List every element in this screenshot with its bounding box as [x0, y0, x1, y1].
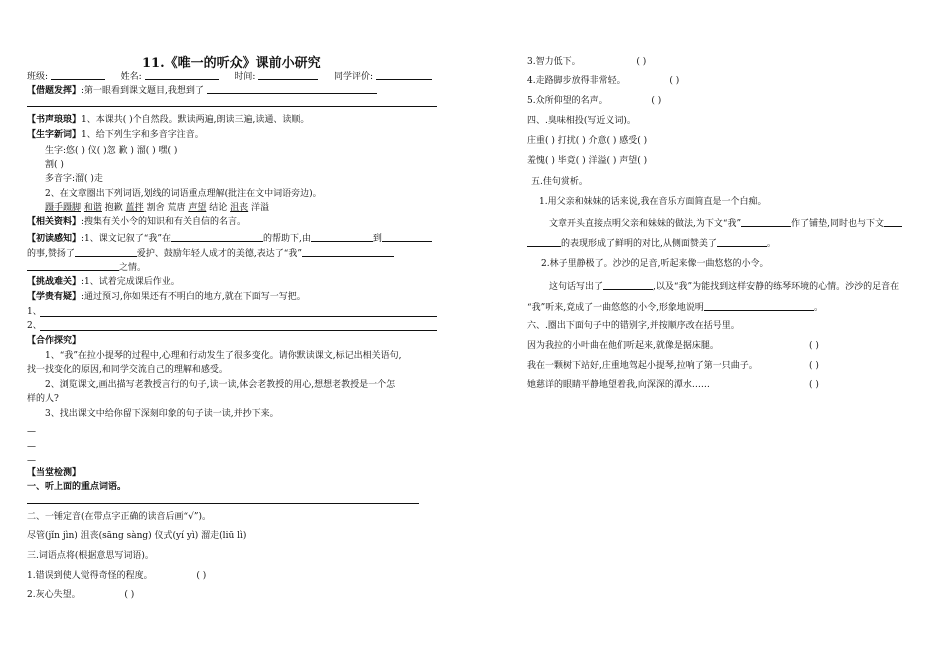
section-text: :第一眼看到课文题目,我想到了	[81, 86, 204, 96]
question-text: 1.错误到使人觉得奇怪的程度。	[27, 571, 153, 581]
pinyin-items: 尽管(jǐn jìn) 沮丧(sāng sàng) 仪式(yí yì) 溜走(liū lì)	[27, 531, 247, 541]
question-text: 2.灰心失望。	[27, 590, 81, 600]
blank-field[interactable]	[603, 279, 653, 290]
blank-field[interactable]	[171, 231, 263, 242]
name-label: 姓名:	[120, 72, 142, 82]
analysis-1a	[549, 216, 902, 230]
tifa-field[interactable]	[207, 83, 377, 94]
analysis-2a	[549, 279, 899, 293]
hezuo-2a: 2、浏览课文,画出描写老教授言行的句子,读一读,体会老教授的用心,想想老教授是一个怎	[45, 380, 396, 390]
section-text: 爱护、鼓励年轻人成才的美德,表达了“我”	[136, 249, 302, 259]
hezuo-3: 3、找出课文中给你留下深刻印象的句子读一读,并抄下来。	[45, 409, 279, 419]
chudu-line-3	[27, 260, 146, 274]
vocab-word: 割舍	[146, 203, 165, 213]
section-hezuo	[27, 335, 81, 347]
blank-field[interactable]	[717, 236, 767, 247]
section-five: 五.佳句赏析。	[531, 177, 588, 187]
answer-paren[interactable]: ( )	[196, 571, 207, 581]
sentence-text: 我在一颗树下站好,庄重地驾起小提琴,拉响了第一只曲子。	[527, 361, 758, 371]
section-text: 到	[372, 234, 382, 244]
answer-line[interactable]	[27, 503, 419, 504]
vocab-3	[527, 56, 646, 68]
answer-line[interactable]	[40, 316, 437, 317]
analysis-2b	[527, 300, 823, 314]
section-text: :1、课文记叙了“我”在	[81, 234, 171, 244]
class-label: 班级:	[27, 72, 49, 82]
blank-field[interactable]	[302, 246, 394, 257]
vocab-4	[527, 75, 679, 87]
time-label: 时间:	[234, 72, 256, 82]
question-text: 5.众所仰望的名声。	[527, 96, 608, 106]
section-title: 【生字新词】	[27, 130, 82, 140]
section-title: 【书声琅琅】	[27, 115, 82, 125]
analysis-text: 文章开头直接点明父亲和妹妹的做法,为下文“我”	[549, 219, 742, 229]
section-six: 六、.圈出下面句子中的错别字,并按顺序改在括号里。	[527, 321, 740, 331]
vocab-word: 蹑手蹑脚	[45, 203, 82, 213]
correction-2	[527, 360, 819, 372]
dangtang-3-2	[27, 589, 134, 601]
hezuo-1b: 找一找变化的原因,和同学交流自己的理解和感受。	[27, 365, 228, 375]
dash-line: —	[27, 427, 36, 437]
chudu-line-2	[27, 246, 394, 260]
section-title: 【借题发挥】	[27, 86, 82, 96]
vocab-word: 蓝拌	[125, 203, 144, 213]
question-text: 4.走路脚步放得非常轻。	[527, 76, 626, 86]
blank-field[interactable]	[741, 216, 791, 227]
section-dangtang	[27, 467, 81, 479]
shengzi-chars-2: 割( )	[45, 160, 64, 170]
answer-paren[interactable]: ( )	[809, 341, 819, 351]
vocab-word: 和谐	[83, 203, 102, 213]
dangtang-1: 一、听上面的重点词语。	[27, 482, 127, 492]
analysis-1b	[527, 236, 776, 250]
shengzi-task2: 2、在文章圈出下列词语,划线的词语重点理解(批注在文中词语旁边)。	[45, 189, 322, 199]
analysis-text: 作了铺垫,同时也与下文	[791, 219, 884, 229]
section-text: :搜集有关小令的知识和有关自信的名言。	[81, 217, 247, 227]
section-shengzi	[27, 129, 204, 141]
vocab-word: 荒唐	[167, 203, 186, 213]
answer-paren[interactable]: ( )	[669, 76, 680, 86]
dangtang-3: 三.词语点将(根据意思写词语)。	[27, 551, 154, 561]
answer-paren[interactable]: ( )	[651, 96, 662, 106]
time-field[interactable]	[258, 69, 318, 80]
vocab-5	[527, 95, 661, 107]
blank-field[interactable]	[311, 231, 373, 242]
class-field[interactable]	[51, 69, 105, 80]
section-text: :通过预习,你如果还有不明白的地方,就在下面写一写把。	[81, 292, 306, 302]
vocab-word: 沮丧	[230, 203, 249, 213]
answer-paren[interactable]: ( )	[809, 380, 819, 390]
blank-field[interactable]	[382, 231, 432, 242]
section-text: 之情。	[119, 263, 147, 273]
correction-3	[527, 379, 819, 391]
section-text: 的帮助下,由	[262, 234, 311, 244]
header-row	[27, 69, 432, 83]
eval-label: 同学评价:	[334, 72, 374, 82]
analysis-text: “我”听来,竟成了一曲悠悠的小令,形象地说明	[527, 303, 704, 313]
section-xiangguan	[27, 216, 246, 228]
hezuo-2b: 样的人?	[27, 394, 59, 404]
sentence-1: 1.用父亲和妹妹的话来说,我在音乐方面简直是一个白痴。	[539, 197, 767, 207]
dangtang-2: 二、一锤定音(在带点字正确的读音后画“√”)。	[27, 512, 211, 522]
page-title: 11.《唯一的听众》课前小研究	[142, 56, 321, 71]
blank-field[interactable]	[527, 236, 561, 247]
dangtang-3-1	[27, 570, 206, 582]
blank-field[interactable]	[75, 246, 137, 257]
section-tiaozhan	[27, 276, 180, 288]
section-text: 1、本课共( )个自然段。默读两遍,朗读三遍,读通、读顺。	[81, 115, 310, 125]
dash-line: —	[27, 456, 36, 466]
vocab-word: 洋溢	[251, 203, 270, 213]
answer-paren[interactable]: ( )	[124, 590, 135, 600]
section-title: 【挑战难关】	[27, 277, 82, 287]
sentence-text: 因为我拉的小叶曲在他们听起来,就像是据床腿。	[527, 341, 719, 351]
duoyinzi: 多音字:溜( )走	[45, 174, 103, 184]
hezuo-1a: 1、“我”在拉小提琴的过程中,心理和行动发生了很多变化。请你默读课文,标记出相关语句,	[45, 351, 402, 361]
analysis-text: 的表现形成了鲜明的对比,从侧面赞美了	[561, 239, 717, 249]
section-text: 1、给下列生字和多音字注音。	[81, 130, 204, 140]
vocab-word: 抱歉	[104, 203, 123, 213]
dash-line: —	[27, 442, 36, 452]
section-title: 【当堂检测】	[27, 468, 82, 478]
analysis-text: 。	[766, 239, 776, 249]
answer-paren[interactable]: ( )	[636, 57, 647, 67]
eval-field[interactable]	[376, 69, 432, 80]
section-title: 【相关资料】	[27, 217, 82, 227]
section-tifa	[27, 83, 377, 97]
blank-field[interactable]	[884, 216, 902, 227]
answer-line	[27, 106, 437, 107]
analysis-text: 。	[813, 303, 823, 313]
section-title: 【学贵有疑】	[27, 292, 82, 302]
word-list-items	[45, 203, 269, 213]
section-shusheng	[27, 114, 309, 126]
question-number: 1、	[27, 307, 42, 317]
analysis-text: 这句话写出了	[549, 282, 604, 292]
section-xuegui	[27, 291, 306, 303]
section-title: 【合作探究】	[27, 336, 82, 346]
name-field[interactable]	[145, 69, 219, 80]
blank-field[interactable]	[704, 300, 814, 311]
section-four: 四、.臭味相投(写近义词)。	[527, 116, 636, 126]
question-text: 3.智力低下。	[527, 57, 581, 67]
correction-1	[527, 340, 819, 352]
section-title: 【初读感知】	[27, 234, 82, 244]
blank-field[interactable]	[27, 260, 119, 271]
section-text: 的事,赞扬了	[27, 249, 75, 259]
vocab-word: 结论	[209, 203, 228, 213]
vocab-word: 声望	[188, 203, 207, 213]
shengzi-chars: 生字:悠( ) 仪( )忽 歉 ) 溜( ) 嘿( )	[45, 146, 178, 156]
analysis-text: ,以及“我”为能找到这样安静的练琴环境的心情。沙沙的足音在	[653, 282, 900, 292]
word-list	[45, 202, 269, 214]
synonym-row-2: 羞愧( ) 毕竟( ) 洋溢( ) 声望( )	[527, 156, 648, 166]
answer-line[interactable]	[40, 330, 437, 331]
answer-paren[interactable]: ( )	[809, 361, 819, 371]
sentence-text: 她慈详的眼睛平静地望着我,向深深的潭水……	[527, 380, 710, 390]
section-chudu	[27, 231, 432, 245]
sentence-2: 2.林子里静极了。沙沙的足音,听起来像一曲悠悠的小令。	[541, 259, 769, 269]
question-number: 2、	[27, 321, 42, 331]
section-text: :1、试着完成课后作业。	[81, 277, 180, 287]
synonym-row-1: 庄重( ) 打扰( ) 介意( ) 感受( )	[527, 136, 648, 146]
